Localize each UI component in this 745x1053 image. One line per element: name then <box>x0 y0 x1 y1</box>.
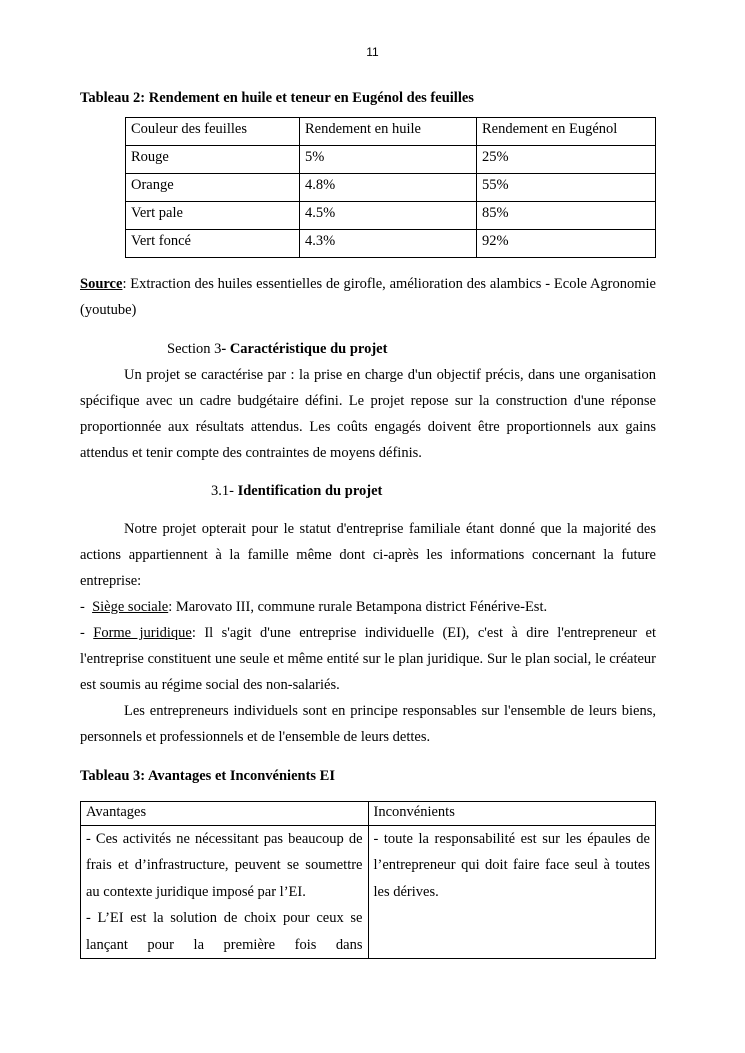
table-header-cell: Rendement en Eugénol <box>477 118 656 146</box>
table-cell: Vert pale <box>126 202 300 230</box>
table-row <box>81 825 656 959</box>
closing-paragraph: Les entrepreneurs individuels sont en principe responsables sur l'ensemble de leurs biens, personnels et professionnels et de l'ensemble de leurs dettes. <box>80 703 656 745</box>
table-header-cell: Couleur des feuilles <box>126 118 300 146</box>
siege-sociale-item: - Siège sociale: Marovato III, commune rurale Betampona district Fénérive-Est. <box>80 599 548 615</box>
identification-intro: Notre projet opterait pour le statut d'entreprise familiale étant donné que la majorité des actions appartiennent à la famille même dont ci-après les informations concernant la future entreprise: <box>80 521 656 589</box>
page-content <box>80 88 656 959</box>
table-cell: Rouge <box>126 146 300 174</box>
advantage-item: - Ces activités ne nécessitant pas beaucoup de frais et d’infrastructure, peuvent se soumettre au contexte juridique imposé par l’EI. <box>86 830 363 900</box>
forme-juridique-item: - Forme juridique: Il s'agit d'une entreprise individuelle (EI), c'est à dire l'entrepreneur et l'entreprise constituent une seule et même entité sur le plan juridique. Sur le plan social, le créateur est soumis au régime social des non-salariés. <box>80 625 656 693</box>
source-note <box>80 271 656 323</box>
table-header-row <box>126 118 656 146</box>
table-cell: 85% <box>477 202 656 230</box>
disadvantage-item: - toute la responsabilité est sur les épaules de l’entrepreneur qui doit faire face seul à toutes les dérives. <box>373 830 650 900</box>
disadvantages-cell <box>368 825 656 959</box>
page-number: 11 <box>366 45 379 59</box>
subsection-3-1-title: Identification du projet <box>237 483 383 499</box>
section-3-title: - Caractéristique du projet <box>221 341 388 357</box>
table-cell: 4.8% <box>300 174 477 202</box>
table3-caption: Tableau 3: Avantages et Inconvénients EI <box>80 768 335 784</box>
table-header-cell: Inconvénients <box>368 801 656 825</box>
table-cell: 5% <box>300 146 477 174</box>
table2-caption: Tableau 2: Rendement en huile et teneur en Eugénol des feuilles <box>80 90 474 106</box>
table-cell: Orange <box>126 174 300 202</box>
table-row <box>126 202 656 230</box>
table2 <box>125 117 656 258</box>
table-row <box>126 146 656 174</box>
forme-juridique-text: : Il s'agit d'une entreprise individuelle (EI), c'est à dire l'entrepreneur et l'entreprise constituent une seule et même entité sur le plan juridique. Sur le plan social, le créateur est soumis au régime social des non-salariés. <box>80 625 656 693</box>
section-3-paragraph: Un projet se caractérise par : la prise en charge d'un objectif précis, dans une organisation spécifique avec un cadre budgétaire défini. Le projet repose sur la construction d'une réponse proportionnée aux résultats attendus. Les coûts engagés doivent être proportionnels aux gains attendus et tenir compte des contraintes de moyens définis. <box>80 367 656 461</box>
table-cell: 4.3% <box>300 230 477 258</box>
table-cell: 55% <box>477 174 656 202</box>
table-header-cell: Rendement en huile <box>300 118 477 146</box>
section-3-prefix: Section 3 <box>167 341 222 357</box>
table3 <box>80 801 656 960</box>
table-row <box>126 230 656 258</box>
section-3-heading <box>167 336 656 362</box>
subsection-3-1-heading <box>211 478 656 504</box>
siege-sociale-text: : Marovato III, commune rurale Betampona district Fénérive-Est. <box>168 599 548 615</box>
table-cell: Vert foncé <box>126 230 300 258</box>
advantage-item: - L’EI est la solution de choix pour ceux se lançant pour la première fois dans <box>86 910 363 953</box>
forme-juridique-label: Forme juridique <box>93 625 192 641</box>
table-cell: 92% <box>477 230 656 258</box>
table-header-row <box>81 801 656 825</box>
source-text: : Extraction des huiles essentielles de girofle, amélioration des alambics - Ecole Agronomie (youtube) <box>80 276 656 318</box>
subsection-3-1-prefix: 3.1- <box>211 483 234 499</box>
table-header-cell: Avantages <box>81 801 369 825</box>
table-cell: 4.5% <box>300 202 477 230</box>
table-row <box>126 174 656 202</box>
table-cell: 25% <box>477 146 656 174</box>
source-label: Source <box>80 276 123 292</box>
siege-sociale-label: Siège sociale <box>92 599 169 615</box>
advantages-cell <box>81 825 369 959</box>
